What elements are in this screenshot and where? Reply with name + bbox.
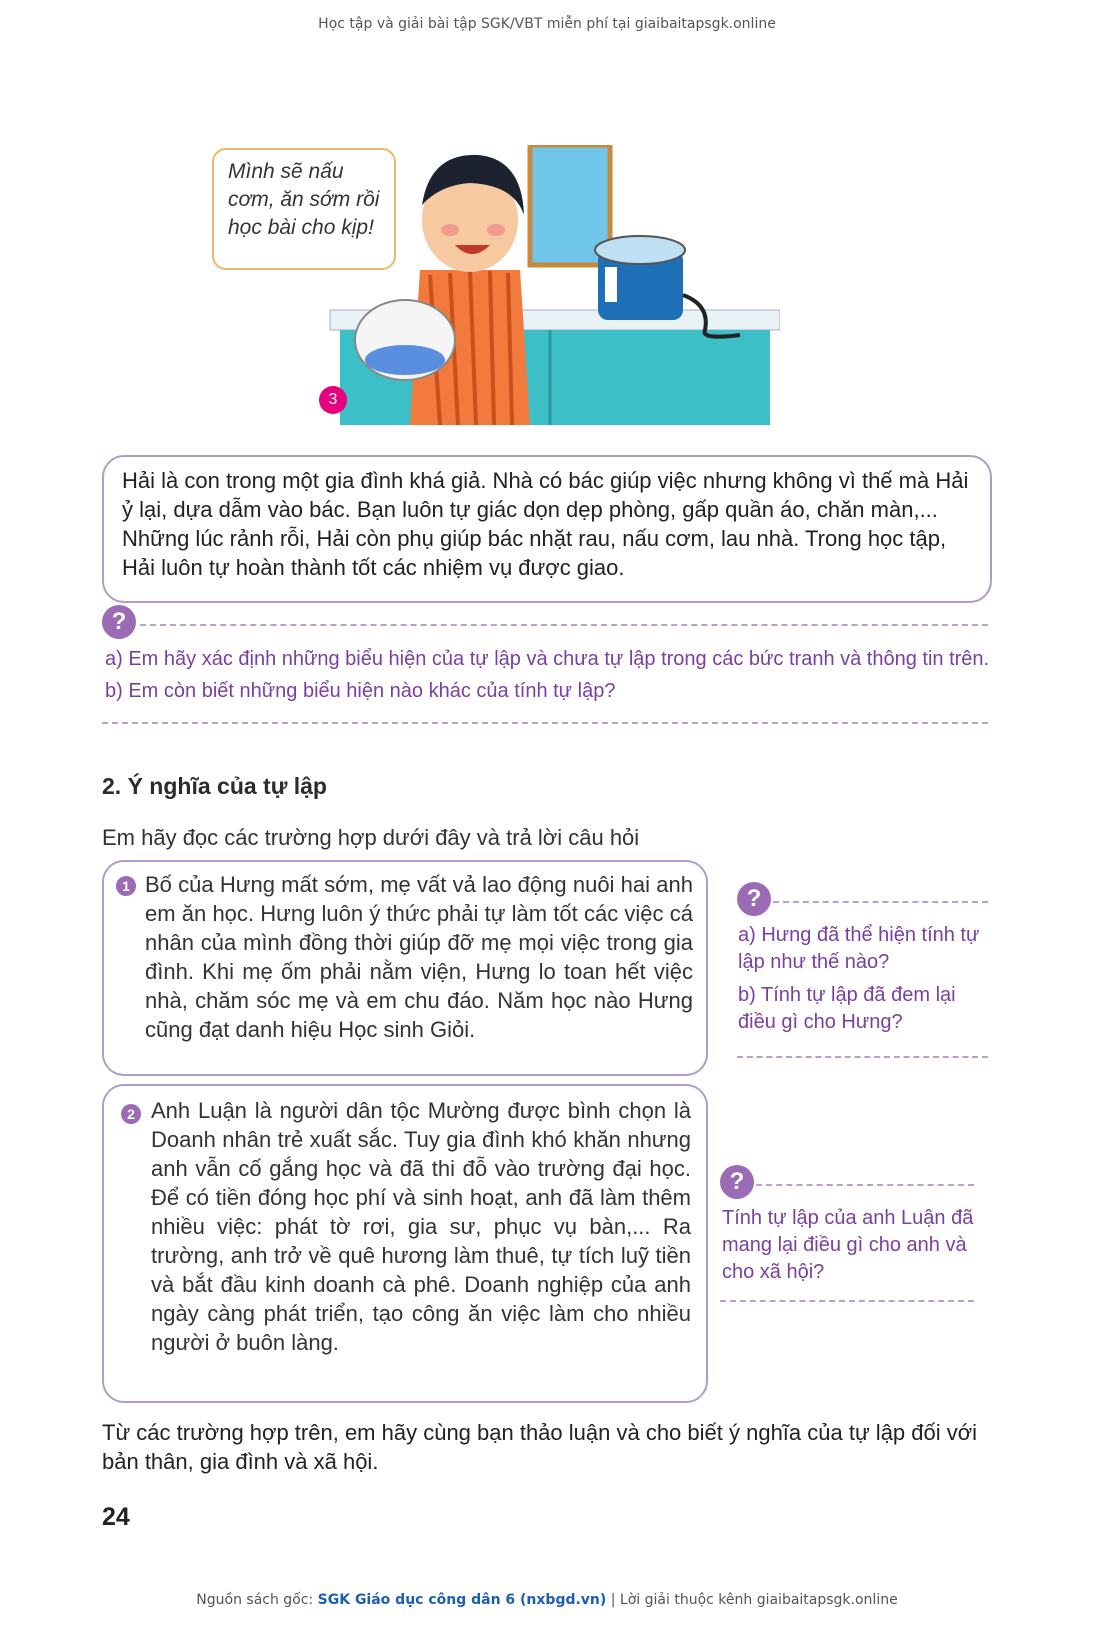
dashed-divider bbox=[720, 1300, 974, 1302]
case-1-question-a: a) Hưng đã thể hiện tính tự lập như thế nào? bbox=[738, 924, 980, 973]
case-2-number: 2 bbox=[121, 1104, 141, 1124]
page-footer bbox=[0, 1592, 1094, 1608]
page-number: 24 bbox=[102, 1503, 130, 1531]
page-header: Học tập và giải bài tập SGK/VBT miễn phí tại giaibaitapsgk.online bbox=[318, 16, 776, 32]
footer-prefix: Nguồn sách gốc: bbox=[196, 1592, 318, 1608]
picture-number-badge: 3 bbox=[319, 386, 347, 414]
case-1-text: Bố của Hưng mất sớm, mẹ vất vả lao động nuôi hai anh em ăn học. Hưng luôn ý thức phải tự làm tốt các việc cá nhân của mình đồng thời giúp đỡ mẹ mọi việc trong gia đình. Khi mẹ ốm phải nằm viện, Hưng lo toan hết việc nhà, chăm sóc mẹ và em chu đáo. Năm học nào Hưng cũng đạt danh hiệu Học sinh Giỏi. bbox=[145, 872, 693, 1042]
footer-source-link[interactable]: SGK Giáo dục công dân 6 (nxbgd.vn) bbox=[317, 1592, 607, 1608]
dashed-divider bbox=[140, 624, 988, 626]
case-1-number: 1 bbox=[116, 876, 136, 896]
case-1-question-b: b) Tính tự lập đã đem lại điều gì cho Hưng? bbox=[738, 984, 956, 1033]
dashed-divider bbox=[773, 901, 988, 903]
case-2-text: Anh Luận là người dân tộc Mường được bình chọn là Doanh nhân trẻ xuất sắc. Tuy gia đình khó khăn nhưng anh vẫn cố gắng học và đã thi đỗ vào trường đại học. Để có tiền đóng học phí và sinh hoạt, anh đã làm thêm nhiều việc: phát tờ rơi, gia sư, phục vụ bàn,... Ra trường, anh trở về quê hương làm thuê, tự tích luỹ tiền và bắt đầu kinh doanh cà phê. Doanh nghiệp của anh ngày càng phát triển, tạo công ăn việc làm cho nhiều người ở buôn làng. bbox=[151, 1098, 691, 1355]
section-title: 2. Ý nghĩa của tự lập bbox=[102, 773, 327, 799]
dashed-divider bbox=[102, 722, 988, 724]
dashed-divider bbox=[737, 1056, 988, 1058]
question-1a: a) Em hãy xác định những biểu hiện của tự lập và chưa tự lập trong các bức tranh và thông tin trên. bbox=[105, 648, 990, 670]
dashed-divider bbox=[756, 1184, 974, 1186]
section-intro: Em hãy đọc các trường hợp dưới đây và trả lời câu hỏi bbox=[102, 825, 640, 850]
question-1b: b) Em còn biết những biểu hiện nào khác của tính tự lập? bbox=[105, 680, 616, 702]
speech-text: Mình sẽ nấu cơm, ăn sớm rồi học bài cho kịp! bbox=[228, 160, 380, 239]
question-icon: ? bbox=[102, 605, 136, 639]
closing-task-text: Từ các trường hợp trên, em hãy cùng bạn thảo luận và cho biết ý nghĩa của tự lập đối với bản thân, gia đình và xã hội. bbox=[102, 1420, 978, 1474]
case-2-question: Tính tự lập của anh Luận đã mang lại điều gì cho anh và cho xã hội? bbox=[722, 1207, 974, 1283]
question-icon: ? bbox=[737, 882, 771, 916]
footer-suffix: | Lời giải thuộc kênh giaibaitapsgk.online bbox=[606, 1592, 898, 1608]
question-icon: ? bbox=[720, 1165, 754, 1199]
story-text: Hải là con trong một gia đình khá giả. Nhà có bác giúp việc nhưng không vì thế mà Hải ỷ lại, dựa dẫm vào bác. Bạn luôn tự giác dọn dẹp phòng, gấp quần áo, chăn màn,... Những lúc rảnh rỗi, Hải còn phụ giúp bác nhặt rau, nấu cơm, lau nhà. Trong học tập, Hải luôn tự hoàn thành tốt các nhiệm vụ được giao. bbox=[122, 468, 969, 580]
